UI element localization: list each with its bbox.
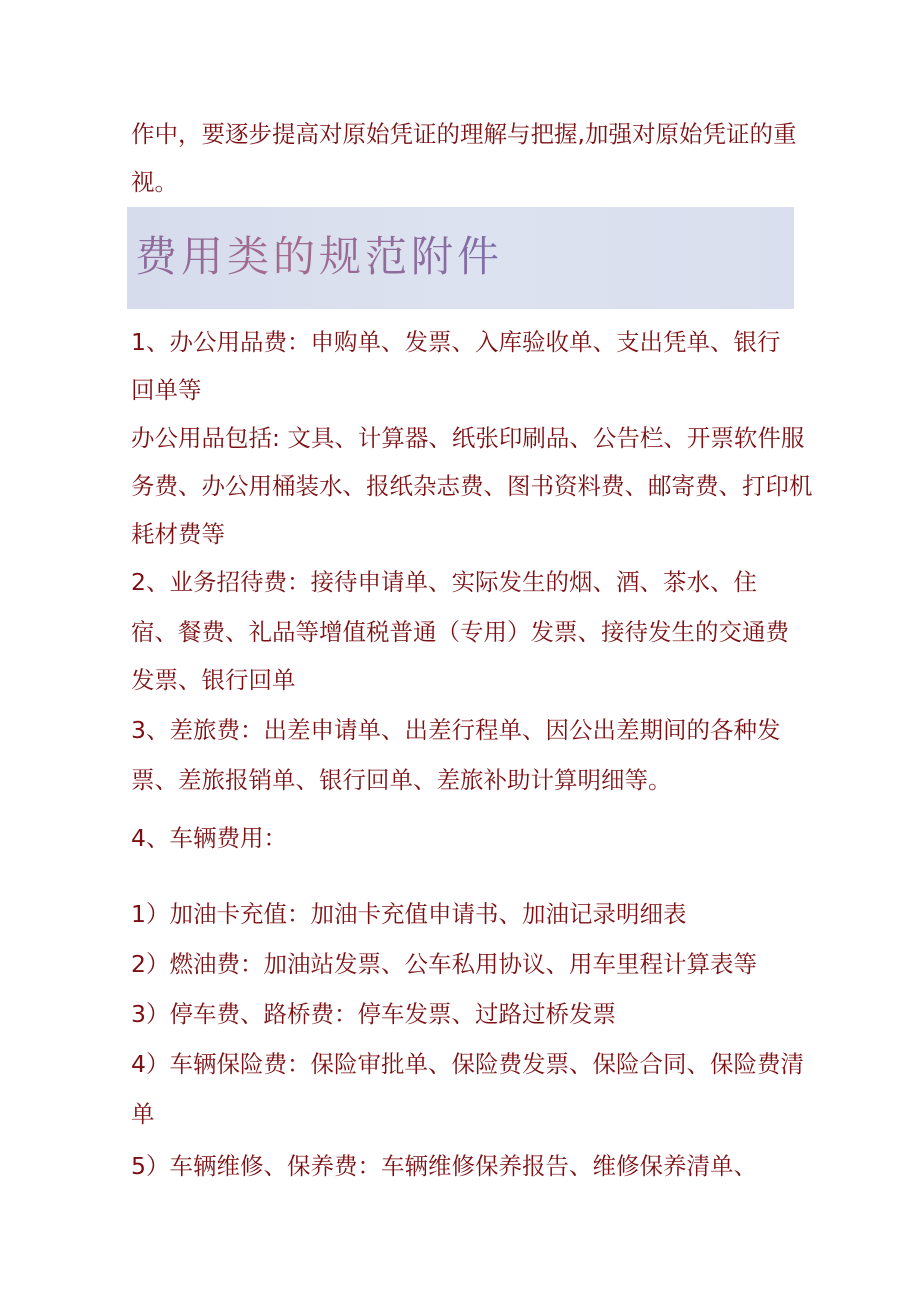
intro-line-1: 作中，要逐步提高对原始凭证的理解与把握,加强对原始凭证的重 xyxy=(131,120,797,148)
business-entertainment-line-3: 发票、银行回单 xyxy=(131,666,296,694)
travel-expense-line-2: 票、差旅报销单、银行回单、差旅补助计算明细等。 xyxy=(131,766,672,794)
vehicle-item-maintenance-line-1: 5）车辆维修、保养费：车辆维修保养报告、维修保养清单、 xyxy=(131,1152,757,1180)
vehicle-item-parking-toll: 3）停车费、路桥费：停车发票、过路过桥发票 xyxy=(131,1000,616,1028)
section-banner xyxy=(127,207,794,309)
vehicle-expense-heading: 4、车辆费用： xyxy=(131,824,287,852)
vehicle-item-insurance-line-2: 单 xyxy=(131,1100,155,1128)
vehicle-item-fuel-card: 1）加油卡充值：加油卡充值申请书、加油记录明细表 xyxy=(131,900,687,928)
office-supplies-includes-line-1: 办公用品包括: 文具、计算器、纸张印刷品、公告栏、开票软件服 xyxy=(131,424,805,452)
office-supplies-line-2: 回单等 xyxy=(131,376,202,404)
office-supplies-line-1: 1、办公用品费：申购单、发票、入库验收单、支出凭单、银行 xyxy=(131,328,781,356)
intro-line-2: 视。 xyxy=(131,168,178,196)
vehicle-item-insurance-line-1: 4）车辆保险费：保险审批单、保险费发票、保险合同、保险费清 xyxy=(131,1050,804,1078)
travel-expense-line-1: 3、差旅费：出差申请单、出差行程单、因公出差期间的各种发 xyxy=(131,716,781,744)
section-title: 费用类的规范附件 xyxy=(135,227,503,287)
business-entertainment-line-1: 2、业务招待费：接待申请单、实际发生的烟、酒、茶水、住 xyxy=(131,568,757,596)
office-supplies-includes-line-2: 务费、办公用桶装水、报纸杂志费、图书资料费、邮寄费、打印机 xyxy=(131,472,813,500)
office-supplies-includes-line-3: 耗材费等 xyxy=(131,520,225,548)
business-entertainment-line-2: 宿、餐费、礼品等增值税普通（专用）发票、接待发生的交通费 xyxy=(131,618,789,646)
vehicle-item-fuel: 2）燃油费：加油站发票、公车私用协议、用车里程计算表等 xyxy=(131,950,757,978)
